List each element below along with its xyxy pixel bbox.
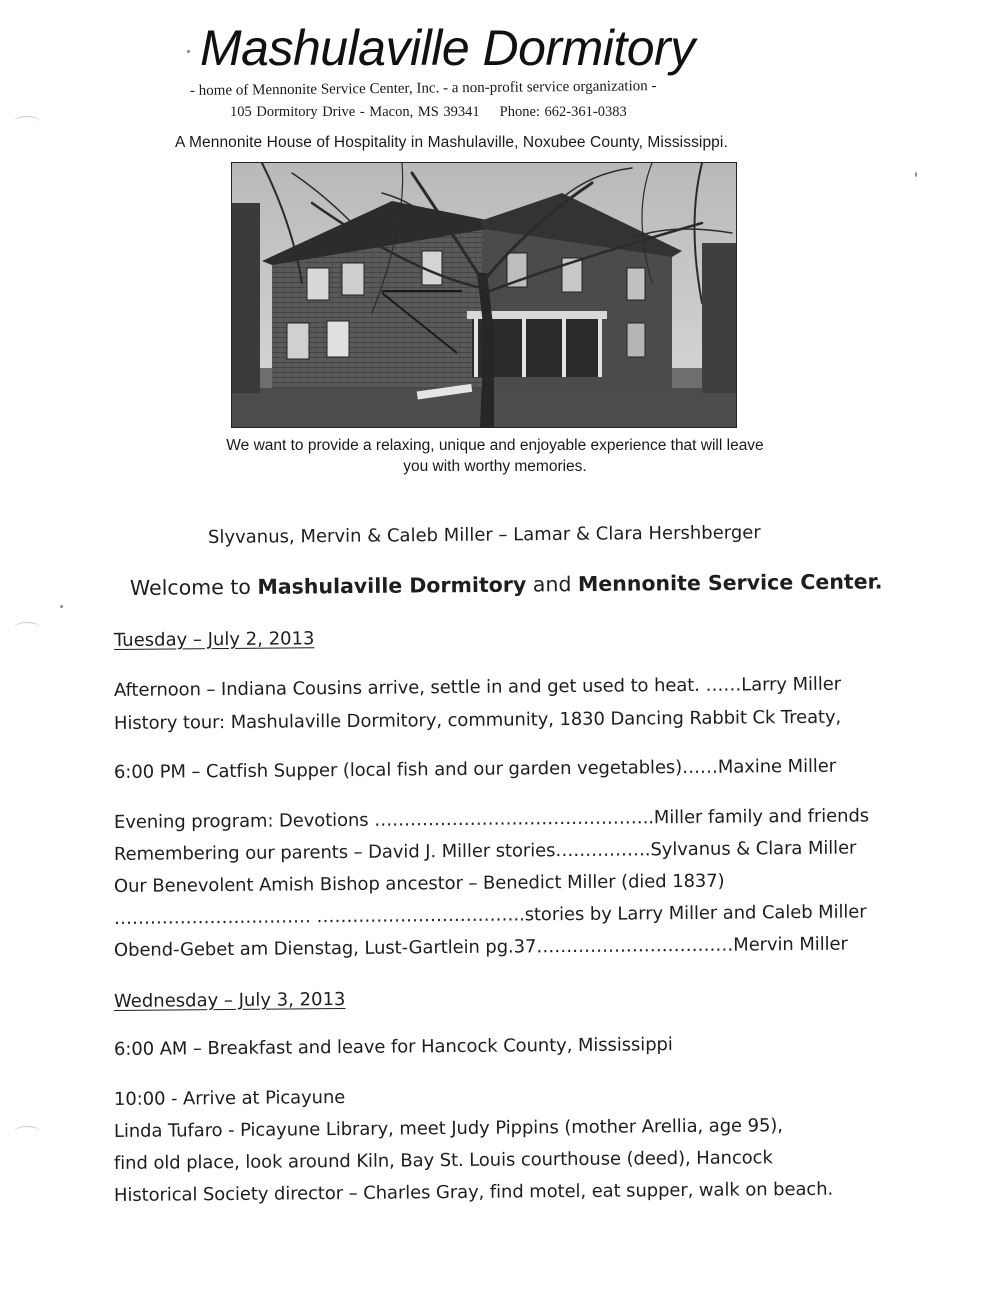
- schedule-entry: …………………………… ……………………………..stories by Larry Miller and Caleb Miller: [113, 901, 867, 929]
- binder-hole-mark: [14, 1126, 40, 1137]
- phone-number: Phone: 662-361-0383: [499, 104, 627, 120]
- welcome-center: Mennonite Service Center.: [577, 569, 883, 597]
- welcome-heading: [130, 569, 883, 600]
- schedule-entry: 6:00 PM – Catfish Supper (local fish and our garden vegetables)……Maxine Miller: [113, 755, 837, 783]
- schedule-entry: Obend-Gebet am Dienstag, Lust-Gartlein pg.37……………………………Mervin Miller: [113, 933, 848, 961]
- schedule-entry: 10:00 - Arrive at Picayune: [113, 1086, 346, 1110]
- letterhead-subtitle: - home of Mennonite Service Center, Inc. - a non-profit service organization -: [189, 78, 657, 99]
- day-heading-tuesday: Tuesday – July 2, 2013: [113, 628, 315, 651]
- schedule-entry: Historical Society director – Charles Gray, find motel, eat supper, walk on beach.: [113, 1178, 834, 1206]
- welcome-prefix: Welcome to: [129, 574, 258, 600]
- letterhead-address-line: [230, 103, 627, 121]
- schedule-entry: Evening program: Devotions ………………………………………..Miller family and friends: [113, 805, 870, 833]
- letterhead-title: Mashulaville Dormitory: [200, 20, 695, 76]
- scan-speck: [915, 172, 917, 177]
- schedule-entry: Our Benevolent Amish Bishop ancestor – Benedict Miller (died 1837): [113, 870, 725, 897]
- schedule-entry: 6:00 AM – Breakfast and leave for Hancock County, Mississippi: [113, 1034, 673, 1060]
- day-heading-wednesday: Wednesday – July 3, 2013: [113, 988, 346, 1012]
- binder-hole-mark: [14, 116, 40, 127]
- welcome-dormitory: Mashulaville Dormitory: [257, 572, 527, 599]
- caption-line: We want to provide a relaxing, unique and enjoyable experience that will leave: [226, 437, 764, 454]
- letterhead-tagline: A Mennonite House of Hospitality in Mashulaville, Noxubee County, Mississippi.: [175, 134, 728, 151]
- caption-line: you with worthy memories.: [403, 458, 587, 475]
- welcome-middle: and: [526, 572, 579, 597]
- scan-speck: [187, 50, 190, 53]
- schedule-entry: Linda Tufaro - Picayune Library, meet Judy Pippins (mother Arellia, age 95),: [113, 1115, 783, 1142]
- hosts-line: Slyvanus, Mervin & Caleb Miller – Lamar & Clara Hershberger: [207, 522, 761, 548]
- street-address: 105 Dormitory Drive - Macon, MS 39341: [230, 104, 480, 120]
- schedule-entry: Afternoon – Indiana Cousins arrive, settle in and get used to heat. ……Larry Miller: [113, 673, 842, 701]
- scan-speck: [60, 605, 63, 608]
- dormitory-photo: [231, 162, 737, 428]
- schedule-entry: Remembering our parents – David J. Miller stories…………….Sylvanus & Clara Miller: [113, 837, 857, 865]
- photo-caption: [150, 435, 840, 477]
- binder-hole-mark: [14, 622, 40, 633]
- schedule-entry: find old place, look around Kiln, Bay St. Louis courthouse (deed), Hancock: [113, 1147, 773, 1174]
- schedule-entry: History tour: Mashulaville Dormitory, community, 1830 Dancing Rabbit Ck Treaty,: [113, 706, 842, 734]
